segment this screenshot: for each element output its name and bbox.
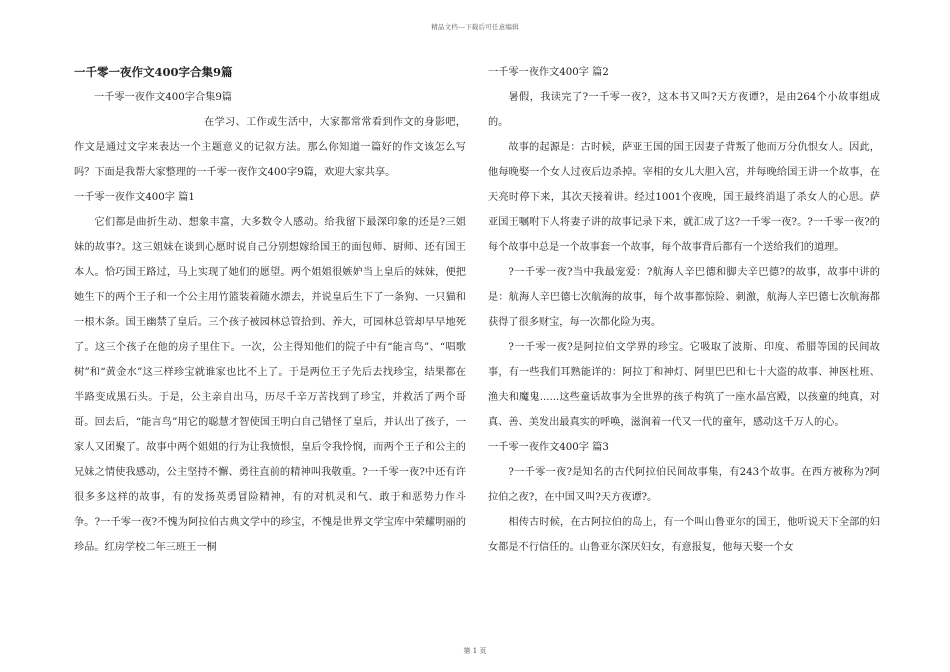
page-header: 精品文档---下载后可任意编辑 [431, 23, 519, 31]
essay-2-paragraph-4: ?一千零一夜?是阿拉伯文学界的珍宝。它吸取了波斯、印度、希腊等国的民间故事，有一些我们耳熟能详的：阿拉丁和神灯、阿里巴巴和七十大盗的故事、神医杜班、渔夫和魔鬼......这些童话故事为全世界的孩子构筑了一座水晶宫殿，以孩童的纯真，对真、善、美发出最真实的呼唤，滋润着一代又一代的童年，感动这千万人的心。 [488, 342, 880, 428]
essay-1-paragraph: 它们都是曲折生动、想象丰富，大多数令人感动。给我留下最深印象的还是?三姐妹的故事?。这三姐妹在谈到心愿时说自己分别想嫁给国王的面包师、厨师、还有国王本人。恰巧国王路过，马上实现了她们的愿望。两个姐姐很嫉妒当上皇后的妹妹，便把她生下的两个王子和一个公主用竹篮装着随水漂去，并说皇后生下了一条狗、一只猫和一根木条。国王幽禁了皇后。三个孩子被园林总管拾到、养大，可园林总管却早早地死了。这三个孩子在他的房子里住下。一次，公主得知他们的院子中有“能言鸟”、“唱歌树”和“黄金水”这三样珍宝就谁家也比不上了。于是两位王子先后去找珍宝，结果都在半路变成黑石头。于是，公主亲自出马，历尽千辛万苦找到了珍宝，并救活了两个哥哥。回去后，“能言鸟”用它的聪慧才智使国王明白自己错怪了皇后，并认出了孩子，一家人又团聚了。故事中两个姐姐的行为让我愤恨，皇后令我怜悯，而两个王子和公主的兄妹之情使我感动，公主坚持不懈、勇往直前的精神叫我敬重。?一千零一夜?中还有许很多多这样的故事，有的发扬英勇冒险精神，有的对机灵和气、敢于和恶势力作斗争。?一千零一夜?不愧为阿拉伯古典文学中的珍宝，不愧是世界文学宝库中荣耀明丽的珍品。红房学校二年三班王一桐 [74, 217, 466, 553]
essay-2-paragraph-3: ?一千零一夜?当中我最宠爱：?航海人辛巴德和脚夫辛巴德?的故事，故事中讲的是：航海人辛巴德七次航海的故事，每个故事都惊险、刺激，航海人辛巴德七次航海都获得了很多财宝，每一次都化险为夷。 [488, 267, 880, 328]
left-column [74, 60, 466, 560]
right-column [488, 60, 880, 560]
document-title: 一千零一夜作文400字合集9篇 [74, 65, 233, 79]
intro-paragraph: 在学习、工作或生活中，大家都常常看到作文的身影吧，作文是通过文字来表达一个主题意义的记叙方法。那么你知道一篇好的作文该怎么写吗？下面是我帮大家整理的一千零一夜作文400字9篇，欢迎大家共享。 [74, 117, 466, 178]
essay-3-paragraph-2: 相传古时候，在古阿拉伯的岛上，有一个叫山鲁亚尔的国王，他听说天下全部的妇女都是不行信任的。山鲁亚尔深厌妇女，有意报复，他每天娶一个女 [488, 517, 880, 553]
document-subtitle: 一千零一夜作文400字合集9篇 [94, 92, 232, 103]
section-heading-3: 一千零一夜作文400字 篇3 [488, 442, 609, 453]
section-heading-1: 一千零一夜作文400字 篇1 [74, 192, 195, 203]
section-heading-2: 一千零一夜作文400字 篇2 [488, 67, 609, 78]
essay-3-paragraph-1: ?一千零一夜?是知名的古代阿拉伯民间故事集，有243个故事。在西方被称为?阿拉伯之夜?，在中国又叫?天方夜谭?。 [488, 467, 880, 503]
essay-2-paragraph-2: 故事的起源是：古时候，萨亚王国的国王因妻子背叛了他而万分仇恨女人。因此，他每晚娶一个女人过夜后边杀掉。宰相的女儿大胆入宫，并每晚给国王讲一个故事，在天亮时停下来，其次天接着讲。经过1001个夜晚，国王最终消退了杀女人的心思。萨亚国王嘱咐下人将妻子讲的故事记录下来，就汇成了这?一千零一夜?。?一千零一夜?的每个故事中总是一个故事套一个故事，每个故事背后都有一个送给我们的道理。 [488, 142, 880, 253]
page-number: 第 1 页 [463, 647, 487, 655]
essay-2-paragraph-1: 暑假，我读完了?一千零一夜?，这本书又叫?天方夜谭?，是由264个小故事组成的。 [488, 92, 880, 128]
